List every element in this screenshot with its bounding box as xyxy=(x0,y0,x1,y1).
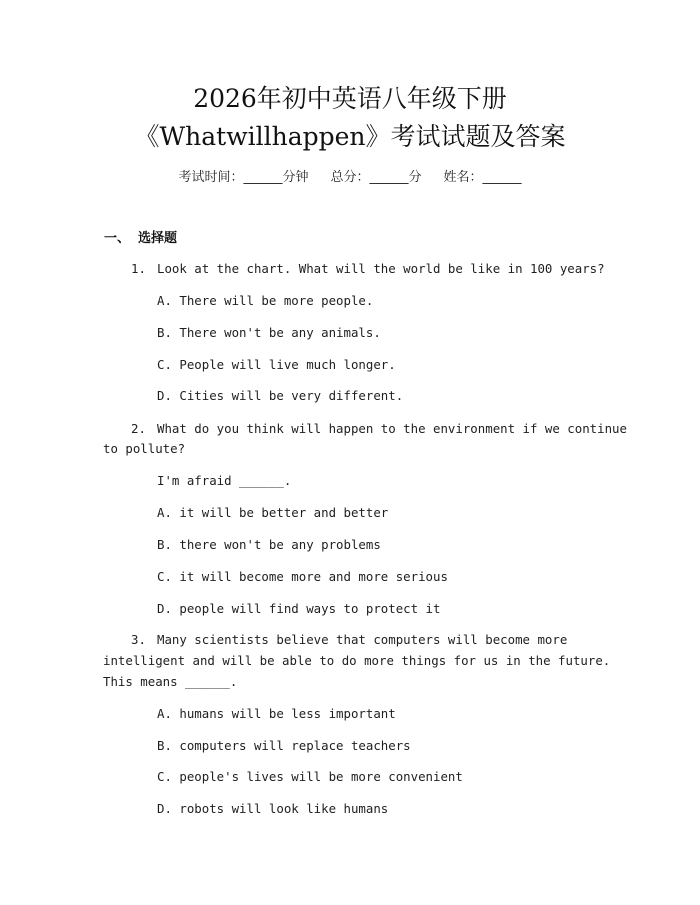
question-3-text-3: This means ______. xyxy=(103,674,238,689)
question-3-text-2: intelligent and will be able to do more things for us in the future. xyxy=(103,653,611,668)
section-number: 一、 xyxy=(104,231,131,246)
question-3-option-a: A. humans will be less important xyxy=(157,706,396,721)
question-3-option-c: C. people's lives will be more convenient xyxy=(157,769,463,784)
question-1-line-1 xyxy=(131,259,605,279)
question-3-number: 3. xyxy=(131,632,146,647)
student-name-field: 姓名：______ xyxy=(443,170,522,185)
section-heading xyxy=(104,229,177,249)
question-3-option-b: B. computers will replace teachers xyxy=(157,738,411,753)
question-2-option-b: B. there won't be any problems xyxy=(157,537,381,552)
exam-time-field: 考试时间：______分钟 xyxy=(178,170,309,185)
question-1-option-d: D. Cities will be very different. xyxy=(157,388,404,403)
question-1-number: 1. xyxy=(131,261,146,276)
question-2-number: 2. xyxy=(131,421,146,436)
exam-title-line-1: 2026年初中英语八年级下册 xyxy=(193,84,507,113)
question-2-text-1: What do you think will happen to the environment if we continue xyxy=(157,421,627,436)
section-title: 选择题 xyxy=(138,231,178,246)
question-3-option-d: D. robots will look like humans xyxy=(157,801,389,816)
question-1-option-a: A. There will be more people. xyxy=(157,293,374,308)
exam-meta-row xyxy=(0,168,700,188)
question-3-text-1: Many scientists believe that computers will become more xyxy=(157,632,568,647)
question-1-text: Look at the chart. What will the world be like in 100 years? xyxy=(157,261,605,276)
question-2-text-2: to pollute? xyxy=(103,441,186,456)
question-1-option-b: B. There won't be any animals. xyxy=(157,325,381,340)
question-2-option-a: A. it will be better and better xyxy=(157,505,389,520)
question-2-option-c: C. it will become more and more serious xyxy=(157,569,448,584)
question-1-option-c: C. People will live much longer. xyxy=(157,357,396,372)
exam-title-line-2: 《Whatwillhappen》考试试题及答案 xyxy=(134,122,566,151)
total-score-field: 总分：______分 xyxy=(330,170,422,185)
question-3-line-1 xyxy=(131,630,567,650)
question-2-line-1 xyxy=(131,419,627,439)
question-2-option-d: D. people will find ways to protect it xyxy=(157,601,441,616)
question-2-prompt: I'm afraid ______. xyxy=(157,473,292,488)
